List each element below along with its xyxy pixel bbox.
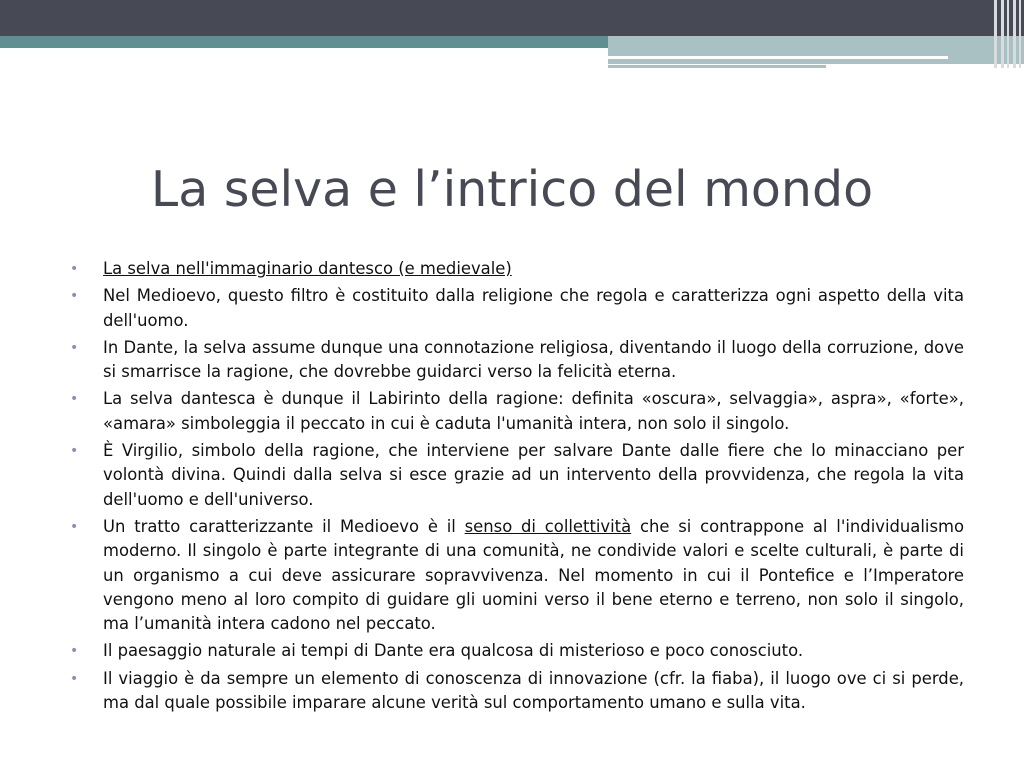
bullet-text: È Virgilio, simbolo della ragione, che interviene per salvare Dante dalle fiere che lo minacciano per volontà divina. Quindi dalla selva si esce grazie ad un intervento della provvidenza, che regola la vita dell'uomo e dell'universo. [103,441,964,509]
header-line-light [608,65,826,68]
list-item [70,387,964,436]
header-light-band [608,36,1024,64]
bullet-text-underlined: senso di collettività [464,516,632,536]
header-dark-bar [0,0,1024,36]
list-item [70,439,964,512]
bullet-text-before: Un tratto caratterizzante il Medioevo è il [103,516,465,536]
bullet-icon: • [70,261,79,277]
slide-title: La selva e l’intrico del mondo [150,161,874,218]
bullet-icon: • [70,643,79,660]
list-item [70,257,964,281]
bullet-text: Il viaggio è da sempre un elemento di conoscenza di innovazione (cfr. la fiaba), il luogo ove ci si perde, ma dal quale possibile imparare alcune verità sul comportamento umano e sulla vita. [103,668,964,713]
list-item [70,284,964,333]
list-item [70,667,964,716]
bullet-icon: • [70,391,79,408]
bullet-icon: • [70,288,79,305]
bullet-list [70,257,964,718]
bullet-text: La selva dantesca è dunque il Labirinto della ragione: definita «oscura», selvaggia», aspra», «forte», «amara» simboleggia il peccato in cui è caduta l'umanità intera, non solo il singolo. [103,389,964,433]
list-item [70,515,964,636]
header-line-white [608,56,948,59]
list-item [70,639,964,663]
bullet-icon: • [70,518,79,535]
bullet-text: La selva nell'immaginario dantesco (e medievale) [103,259,512,278]
bullet-icon: • [70,670,79,687]
list-item [70,336,964,385]
bullet-text: Il paesaggio naturale ai tempi di Dante era qualcosa di misterioso e poco conosciuto. [103,641,804,661]
bullet-text: Nel Medioevo, questo filtro è costituito dalla religione che regola e caratterizza ogni aspetto della vita dell'uomo. [103,286,964,330]
bullet-text: In Dante, la selva assume dunque una connotazione religiosa, diventando il luogo della corruzione, dove si smarrisce la ragione, che dovrebbe guidarci verso la felicità eterna. [103,337,964,382]
header-stripes [990,0,1024,68]
bullet-icon: • [70,339,79,356]
bullet-icon: • [70,443,79,460]
bullet-text-after: che si contrappone al l'individualismo moderno. Il singolo è parte integrante di una comunità, ne condivide valori e scelte culturali, è parte di un organismo a cui deve assicurare sopravvivenza. Nel momento in cui il Pontefice e l’Imperatore vengono meno al loro compito di guidare gli uomini verso il bene eterno e terreno, non solo il singolo, ma l’umanità intera cadono nel peccato. [103,516,964,634]
